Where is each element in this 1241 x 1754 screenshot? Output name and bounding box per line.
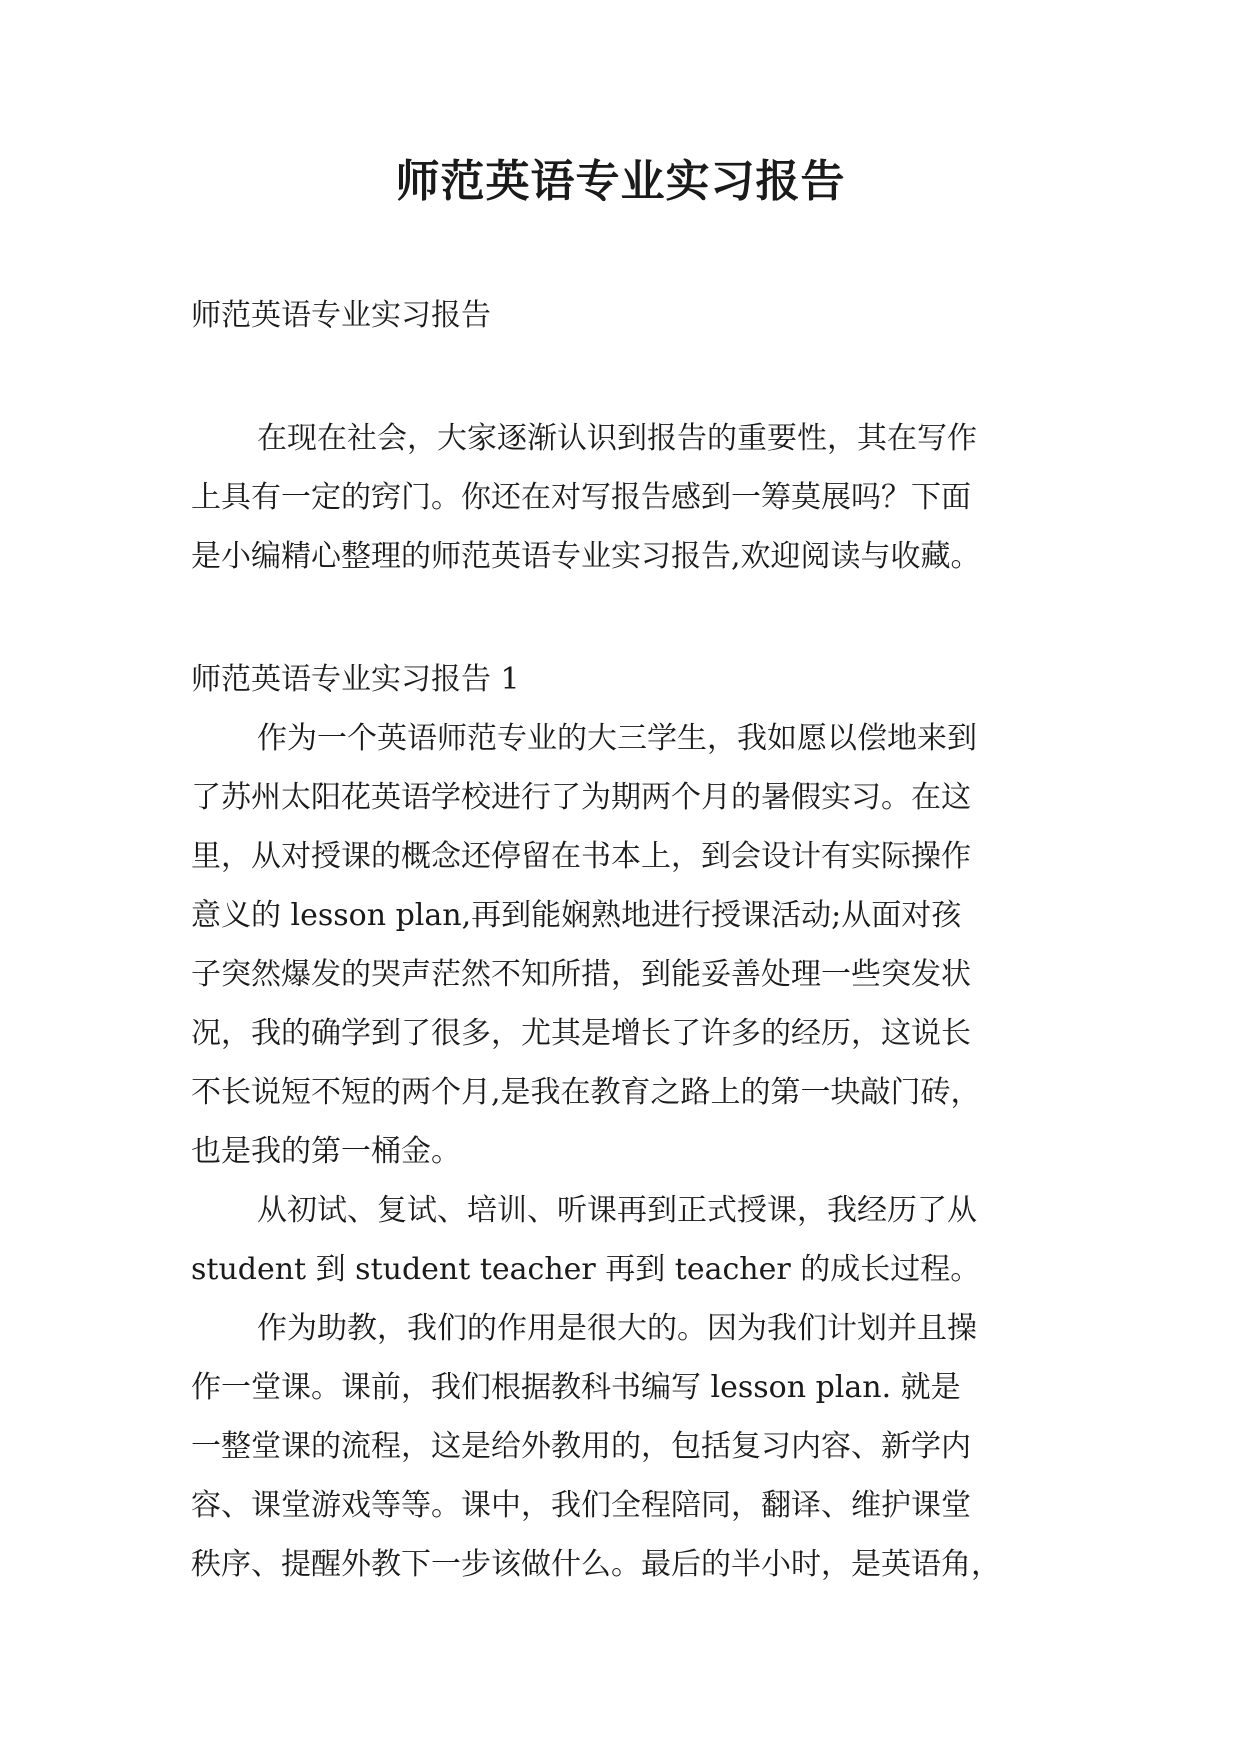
- body-paragraph-3: [191, 1299, 1051, 1594]
- paragraph-line: 容、课堂游戏等等。课中，我们全程陪同，翻译、维护课堂: [191, 1488, 971, 1523]
- paragraph-line: 秩序、提醒外教下一步该做什么。最后的半小时，是英语角，: [191, 1547, 1001, 1582]
- paragraph-line: 里，从对授课的概念还停留在书本上，到会设计有实际操作: [191, 839, 971, 874]
- document-subtitle: 师范英语专业实习报告: [191, 298, 491, 333]
- paragraph-line: 作为一个英语师范专业的大三学生，我如愿以偿地来到: [257, 721, 977, 756]
- paragraph-line: 子突然爆发的哭声茫然不知所措，到能妥善处理一些突发状: [191, 957, 971, 992]
- paragraph-line: 从初试、复试、培训、听课再到正式授课，我经历了从: [257, 1193, 977, 1228]
- paragraph-line: 也是我的第一桶金。: [191, 1134, 461, 1169]
- document-title: 师范英语专业实习报告: [395, 156, 846, 207]
- paragraph-line: student 到 student teacher 再到 teacher 的成长过程。: [191, 1252, 981, 1287]
- paragraph-line: 意义的 lesson plan,再到能娴熟地进行授课活动;从面对孩: [191, 898, 962, 933]
- paragraph-line: 况，我的确学到了很多，尤其是增长了许多的经历，这说长: [191, 1016, 971, 1051]
- paragraph-line: 作为助教，我们的作用是很大的。因为我们计划并且操: [257, 1311, 977, 1346]
- paragraph-line: 作一堂课。课前，我们根据教科书编写 lesson plan. 就是: [191, 1370, 961, 1405]
- paragraph-line: 不长说短不短的两个月,是我在教育之路上的第一块敲门砖，: [191, 1075, 981, 1110]
- intro-line: 是小编精心整理的师范英语专业实习报告,欢迎阅读与收藏。: [191, 539, 981, 574]
- body-paragraph-2: [191, 1181, 1051, 1299]
- intro-paragraph: [191, 409, 1051, 586]
- paragraph-line: 一整堂课的流程，这是给外教用的，包括复习内容、新学内: [191, 1429, 971, 1464]
- paragraph-line: 了苏州太阳花英语学校进行了为期两个月的暑假实习。在这: [191, 780, 971, 815]
- intro-line: 在现在社会，大家逐渐认识到报告的重要性，其在写作: [257, 421, 977, 456]
- intro-line: 上具有一定的窍门。你还在对写报告感到一筹莫展吗？下面: [191, 480, 971, 515]
- section-heading: 师范英语专业实习报告 1: [191, 662, 520, 697]
- section-1: [191, 650, 1051, 1594]
- body-paragraph-1: [191, 709, 1051, 1181]
